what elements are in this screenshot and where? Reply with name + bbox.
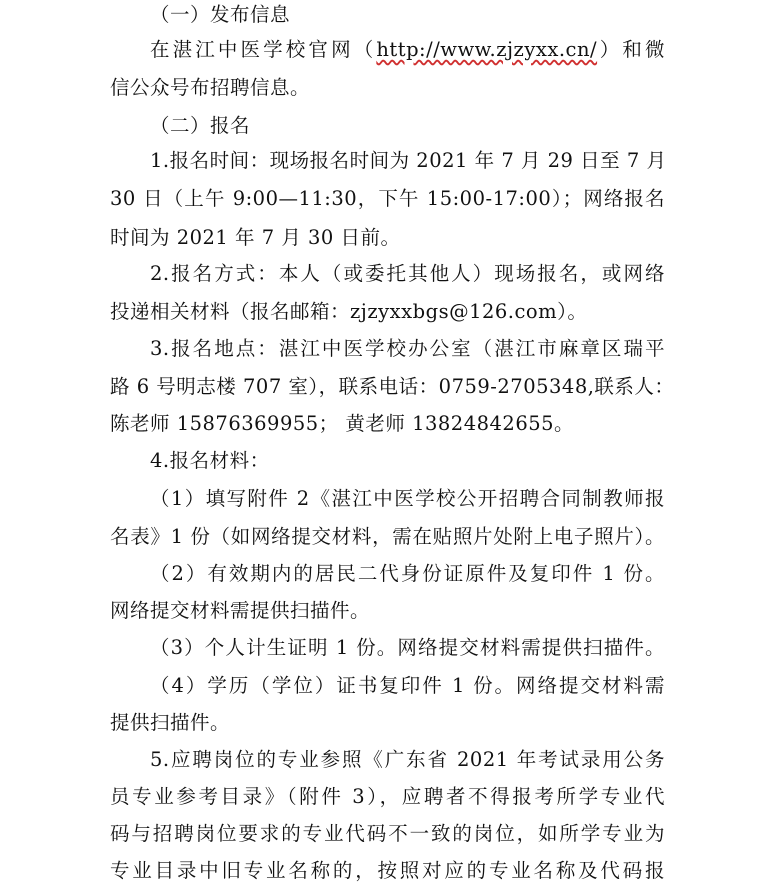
doc-line-8: 2.报名方式：本人（或委托其他人）现场报名，或网络	[150, 262, 665, 285]
doc-line-2-suffix: ）和微	[597, 38, 665, 61]
doc-line-20: 提供扫描件。	[110, 711, 231, 734]
doc-line-2	[150, 31, 665, 68]
doc-line-16: （2）有效期内的居民二代身份证原件及复印件 1 份。	[150, 562, 665, 585]
doc-line-2-prefix: 在湛江中医学校官网（	[150, 38, 377, 61]
doc-line-13: 4.报名材料：	[150, 449, 270, 472]
email-text: 投递相关材料（报名邮箱：zjzyxxbgs@126.com）。	[110, 300, 588, 323]
doc-line-22: 员专业参考目录》（附件 3），应聘者不得报考所学专业代	[110, 785, 665, 808]
doc-line-14: （1）填写附件 2《湛江中医学校公开招聘合同制教师报	[150, 487, 665, 510]
doc-line-23: 码与招聘岗位要求的专业代码不一致的岗位，如所学专业为	[110, 822, 665, 845]
doc-line-3: 信公众号布招聘信息。	[110, 76, 311, 99]
doc-line-4: （二）报名	[150, 114, 251, 137]
contact-phones: 陈老师 15876369955； 黄老师 13824842655。	[110, 412, 575, 435]
doc-line-1: （一）发布信息	[150, 3, 291, 26]
doc-line-5: 1.报名时间：现场报名时间为 2021 年 7 月 29 日至 7 月	[150, 149, 667, 172]
doc-line-11: 路 6 号明志楼 707 室），联系电话：0759-2705348,联系人：	[110, 375, 675, 398]
doc-line-9	[110, 293, 665, 330]
doc-line-21: 5.应聘岗位的专业参照《广东省 2021 年考试录用公务	[150, 748, 665, 771]
doc-line-7: 时间为 2021 年 7 月 30 日前。	[110, 226, 401, 249]
doc-line-19: （4）学历（学位）证书复印件 1 份。网络提交材料需	[150, 674, 665, 697]
doc-line-24: 专业目录中旧专业名称的，按照对应的专业名称及代码报	[110, 859, 665, 882]
doc-line-17: 网络提交材料需提供扫描件。	[110, 599, 371, 622]
doc-line-6: 30 日（上午 9:00—11:30，下午 15:00-17:00）；网络报名	[110, 187, 665, 210]
website-link[interactable]: http://www.zjzyxx.cn/	[376, 38, 598, 61]
doc-line-18: （3）个人计生证明 1 份。网络提交材料需提供扫描件。	[150, 636, 665, 659]
doc-line-15: 名表》1 份（如网络提交材料，需在贴照片处附上电子照片）。	[110, 525, 665, 548]
doc-line-12	[110, 405, 665, 442]
doc-line-10: 3.报名地点：湛江中医学校办公室（湛江市麻章区瑞平	[150, 337, 665, 360]
